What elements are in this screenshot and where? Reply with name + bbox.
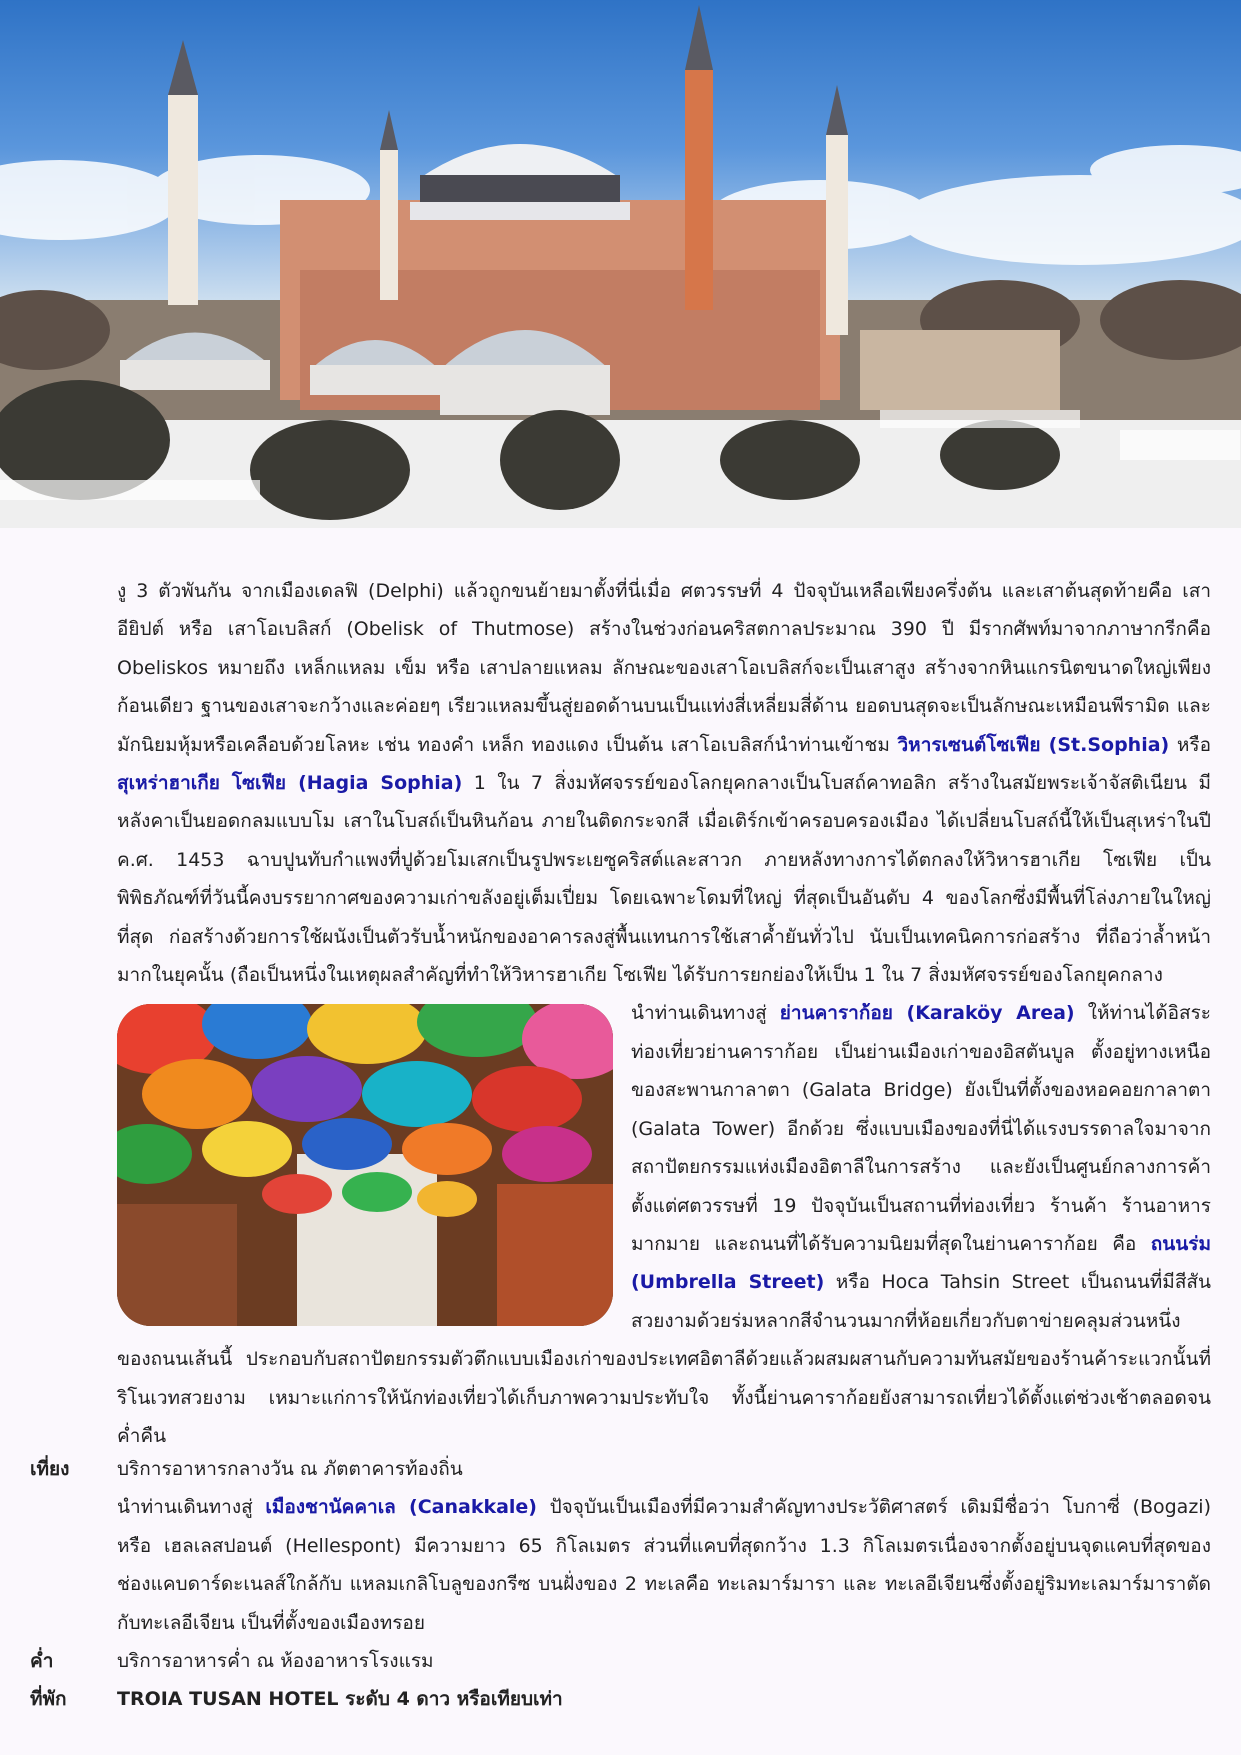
link-canakkale: เมืองชานัคคาเล (Canakkale) [265, 1496, 537, 1519]
karakoy-text-3: หรือ Hoca Tahsin Street เป็นถนนที่มีสีสันสวยงามด้วยร่มหลากสีจำนวนมากที่ห้อยเกี่ยวกับตาข่ายคลุมส่วนหนึ่งของถนนเส้นนี้ ประกอบกับสถาปัตยกรรมตัวตึกแบบเมืองเก่าของประเทศอิตาลีด้วยแล้วผสมผสานกับความทันสมัยของร้านค้าระแวกนั้นที่ริโนเวทสวยงาม เหมาะแก่การให้นักท่องเที่ยวได้เก็บภาพความประทับใจ ทั้งนี้ย่านคาราก้อยยังสามารถเที่ยวได้ตั้งแต่ช่วงเช้าตลอดจนค่ำคืน [117, 1271, 1211, 1447]
hotel-text: TROIA TUSAN HOTEL ระดับ 4 ดาว หรือเทียบเท่า [117, 1688, 563, 1711]
canakkale-text-2: ปัจจุบันเป็นเมืองที่มีความสำคัญทางประวัติศาสตร์ เดิมมีชื่อว่า โบกาซี่ (Bogazi) หรือ เฮลเลสปอนต์ (Hellespont) มีความยาว 65 กิโลเมตร ส่วนที่แคบที่สุดกว้าง 1.3 กิโลเมตรเนื่องจากตั้งอยู่บนจุดแคบที่สุดของช่องแคบดาร์ดะเนลส์ใกล้กับ แหลมเกลิโบลูของกรีซ บนฝั่งของ 2 ทะเลคือ ทะเลมาร์มารา และ ทะเลอีเจียนซึ่งตั้งอยู่ริมทะเลมาร์มาราตัดกับทะเลอีเจียน เป็นที่ตั้งของเมืองทรอย [117, 1496, 1211, 1634]
lunch-label: เที่ยง [30, 1458, 70, 1480]
intro-text-1: งู 3 ตัวพันกัน จากเมืองเดลฟิ (Delphi) แล้วถูกขนย้ายมาตั้งที่นี่เมื่อ ศตวรรษที่ 4 ปัจจุบันเหลือเพียงครึ่งต้น และเสาต้นสุดท้ายคือ เสา อียิปต์ หรือ เสาโอเบลิสก์ (Obelisk of Thutmose) สร้างในช่วงก่อนคริสตกาลประมาณ 390 ปี มีรากศัพท์มาจากภาษากรีกคือ Obeliskos หมายถึง เหล็กแหลม เข็ม หรือ เสาปลายแหลม ลักษณะของเสาโอเบลิสก์จะเป็นเสาสูง สร้างจากหินแกรนิตขนาดใหญ่เพียงก้อนเดียว ฐานของเสาจะกว้างและค่อยๆ เรียวแหลมขึ้นสู่ยอดด้านบนเป็นแท่งสี่เหลี่ยมสี่ด้าน ยอดบนสุดจะเป็นลักษณะเหมือนพีรามิด และมักนิยมหุ้มหรือเคลือบด้วยโลหะ เช่น ทองคำ เหล็ก ทองแดง เป็นต้น เสาโอเบลิสก์นำท่านเข้าชม [117, 580, 1211, 756]
link-umbrella-street: ถนนร่ม (Umbrella Street) [631, 1232, 1211, 1294]
main-content [117, 572, 1211, 1455]
umbrella-street-image [117, 1004, 613, 1326]
intro-text-2: หรือ [1169, 733, 1212, 756]
dinner-text: บริการอาหารค่ำ ณ ห้องอาหารโรงแรม [117, 1650, 434, 1673]
lunch-row [0, 1450, 1241, 1488]
canakkale-row [0, 1488, 1241, 1642]
hotel-label: ที่พัก [30, 1688, 67, 1711]
intro-paragraph [117, 572, 1211, 994]
karakoy-text-2: ให้ท่านได้อิสระท่องเที่ยวย่านคาราก้อย เป็นย่านเมืองเก่าของอิสตันบูล ตั้งอยู่ทางเหนือของสะพานกาลาตา (Galata Bridge) ยังเป็นที่ตั้งของหอคอยกาลาตา (Galata Tower) อีกด้วย ซึ่งแบบเมืองของที่นี่ได้แรงบรรดาลใจมาจากสถาปัตยกรรมแห่งเมืองอิตาลีในการสร้าง และยังเป็นศูนย์กลางการค้าตั้งแต่ศตวรรษที่ 19 ปัจจุบันเป็นสถานที่ท่องเที่ยว ร้านค้า ร้านอาหารมากมาย และถนนที่ได้รับความนิยมที่สุดในย่านคาราก้อย คือ [631, 1002, 1211, 1255]
lunch-text: บริการอาหารกลางวัน ณ ภัตตาคารท้องถิ่น [117, 1458, 463, 1480]
intro-text-3: 1 ใน 7 สิ่งมหัศจรรย์ของโลกยุคกลางเป็นโบสถ์คาทอลิก สร้างในสมัยพระเจ้าจัสติเนียน มีหลังคาเป็นยอดกลมแบบโม เสาในโบสถ์เป็นหินก้อน ภายในติดกระจกสี เมื่อเติร์กเข้าครอบครองเมือง ได้เปลี่ยนโบสถ์นี้ให้เป็นสุเหร่าในปี ค.ศ. 1453 ฉาบปูนทับกำแพงที่ปูด้วยโมเสกเป็นรูปพระเยซูคริสต์และสาวก ภายหลังทางการได้ตกลงให้วิหารฮาเกีย โซเฟีย เป็นพิพิธภัณฑ์ที่วันนี้คงบรรยากาศของความเก่าขลังอยู่เต็มเปี่ยม โดยเฉพาะโดมที่ใหญ่ ที่สุดเป็นอันดับ 4 ของโลกซึ่งมีพื้นที่โล่งภายในใหญ่ที่สุด ก่อสร้างด้วยการใช้ผนังเป็นตัวรับน้ำหนักของอาคารลงสู่พื้นแทนการใช้เสาค้ำยันทั่วไป นับเป็นเทคนิคการก่อสร้าง ที่ถือว่าล้ำหน้ามากในยุคนั้น (ถือเป็นหนึ่งในเหตุผลสำคัญที่ทำให้วิหารฮาเกีย โซเฟีย ได้รับการยกย่องให้เป็น 1 ใน 7 สิ่งมหัศจรรย์ของโลกยุคกลาง [117, 772, 1211, 987]
dinner-label: ค่ำ [30, 1650, 54, 1673]
dinner-row [0, 1642, 1241, 1680]
canakkale-text-1: นำท่านเดินทางสู่ [117, 1496, 266, 1519]
canakkale-paragraph [117, 1488, 1211, 1642]
link-st-sophia: วิหารเซนต์โซเฟีย (St.Sophia) [897, 733, 1170, 756]
link-karakoy-area: ย่านคาราก้อย (Karaköy Area) [779, 1002, 1075, 1025]
link-hagia-sophia: สุเหร่าฮาเกีย โซเฟีย (Hagia Sophia) [117, 772, 463, 795]
hero-image-hagia-sophia [0, 0, 1241, 528]
karakoy-text-1: นำท่านเดินทางสู่ [631, 1002, 780, 1025]
hotel-row [0, 1680, 1241, 1718]
canakkale-label [0, 1488, 117, 1642]
meals-section [0, 1450, 1241, 1719]
